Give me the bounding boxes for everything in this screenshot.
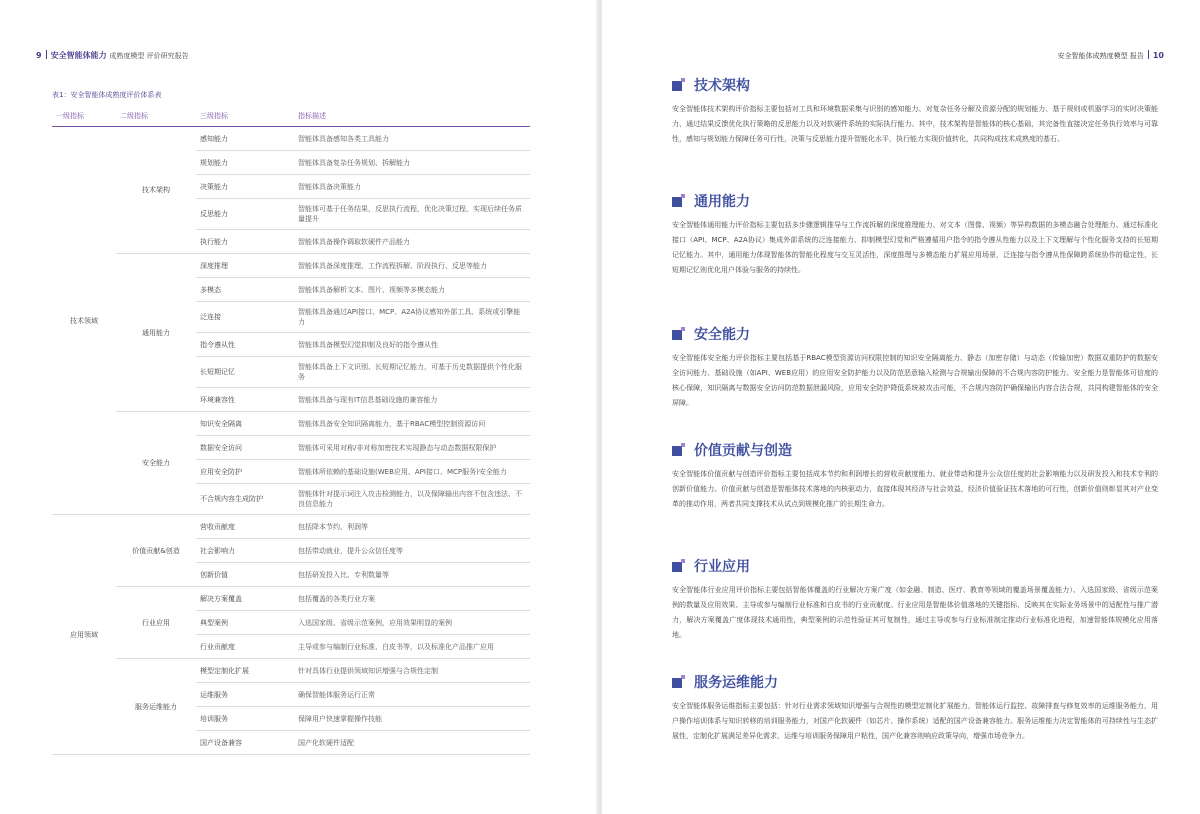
description-cell: 智能体可采用对称/非对称加密技术实现静态与动态数据权限保护 [294,436,530,460]
table-row [52,515,530,539]
description-cell: 智能体具备与现有IT信息基础设施的兼容能力 [294,388,530,412]
description-cell: 针对具体行业提供领域知识增强与合规性定制 [294,659,530,683]
description-cell: 智能体具备深度推理、工作流程拆解、阶段执行、反思等能力 [294,254,530,278]
level3-cell: 规划能力 [196,151,294,175]
level3-cell: 模型定制化扩展 [196,659,294,683]
section-heading [672,439,1158,461]
section-body: 安全智能体技术架构评价指标主要包括对工具和环境数据采集与识别的感知能力、对复杂任务分解及资源分配的规划能力、基于规则或机器学习的实时决策能力、通过结果反馈优化执行策略的反思能力以及对软硬件系统的实际执行能力。其中，技术架构是智能体的核心基础，其完备性直接决定任务执行效率与可靠性，感知与规划能力保障任务可行性，决策与反思能力提升智能化水平，执行能力实现价值转化，共同构成技术成熟度的基石。 [672,105,1158,143]
square-bullet-icon [672,194,686,208]
level3-cell: 深度推理 [196,254,294,278]
level3-cell: 决策能力 [196,175,294,199]
description-cell: 包括覆盖的各类行业方案 [294,587,530,611]
level3-cell: 长短期记忆 [196,357,294,388]
section-body: 安全智能体行业应用评价指标主要包括智能体覆盖的行业解决方案广度（如金融、制造、医疗、教育等领域的覆盖场景覆盖能力）、入选国家级、省级示范案例的数量及应用效果、主导或参与编制行业标准和白皮书的行业贡献度。行业应用是智能体价值落地的关键指标，反映其在实际业务场景中的适配性与推广潜力，解决方案覆盖广度体现技术通用性，典型案例的示范性验证其可复制性，通过主导或参与行业标准制定推动行业标准化进程，加速智能体规模化应用落地。 [672,586,1158,639]
table-caption: 表1：安全智能体成熟度评价体系表 [52,91,162,99]
table-row [52,254,530,278]
level2-cell: 技术架构 [116,127,196,254]
section-body: 安全智能体服务运维指标主要包括：针对行业需求领域知识增强与合规性的模型定制化扩展能力，智能体运行监控、故障排查与修复效率的运维服务能力，用户操作培训体系与知识转移的培训服务能力，对国产化软硬件（如芯片、操作系统）适配的国产设备兼容能力。服务运维能力决定智能体的可持续性与生态扩展性，定制化扩展满足差异化需求，运维与培训服务保障用户粘性，国产化兼容则响应政策导向，增强市场竞争力。 [672,702,1158,740]
table-row [52,587,530,611]
section-title: 服务运维能力 [694,675,778,691]
description-cell: 智能体具备感知各类工具能力 [294,127,530,151]
level3-cell: 不合规内容生成防护 [196,484,294,515]
section-heading [672,190,1158,212]
description-cell: 智能体针对提示词注入攻击检测能力，以及保障输出内容不包含违法、不良信息能力 [294,484,530,515]
level2-cell: 服务运维能力 [116,659,196,755]
level3-cell: 培训服务 [196,707,294,731]
header-separator [1148,50,1149,59]
table-row [52,412,530,436]
description-cell: 国产化软硬件适配 [294,731,530,755]
description-cell: 包括研发投入比、专利数量等 [294,563,530,587]
description-cell: 智能体具备安全知识隔离能力，基于RBAC模型控制资源访问 [294,412,530,436]
level3-cell: 社会影响力 [196,539,294,563]
section-value-contribution [672,439,1158,512]
left-running-header [36,50,189,61]
square-bullet-icon [672,559,686,573]
level3-cell: 数据安全访问 [196,436,294,460]
section-industry-application [672,555,1158,643]
square-bullet-icon [672,78,686,92]
header-description: 指标描述 [294,106,530,127]
level3-cell: 典型案例 [196,611,294,635]
level3-cell: 执行能力 [196,230,294,254]
description-cell: 智能体具备解析文本、图片、视频等多模态能力 [294,278,530,302]
description-cell: 智能体具备操作调取软硬件产品能力 [294,230,530,254]
level3-cell: 创新价值 [196,563,294,587]
square-bullet-icon [672,675,686,689]
level1-cell: 技术领域 [52,127,116,515]
right-page-number: 10 [1152,51,1164,60]
section-heading [672,74,1158,96]
right-header-title: 安全智能体成熟度模型 报告 [1057,52,1144,60]
level3-cell: 反思能力 [196,199,294,230]
left-header-subtitle: 成熟度模型 评价研究报告 [109,52,189,60]
level2-cell: 行业应用 [116,587,196,659]
level3-cell: 环境兼容性 [196,388,294,412]
square-bullet-icon [672,443,686,457]
description-cell: 包括带动就业，提升公众信任度等 [294,539,530,563]
section-body: 安全智能体通用能力评价指标主要包括多步骤逻辑推导与工作流拆解的深度推理能力、对文本（图像、视频）等异构数据的多模态融合处理能力、通过标准化接口（API、MCP、A2A协议）集成外部系统的泛连接能力、抑制模型幻觉和严格遵循用户指令的指令遵从性能力以及上下文理解与个性化服务支持的长短期记忆能力。其中，通用能力体现智能体的智能化程度与交互灵活性，深度推理与多模态能力扩展应用场景，泛连接与指令遵从性保障跨系统协作的稳定性，长短期记忆则优化用户体验与服务的持续性。 [672,221,1158,274]
description-cell: 智能体具备决策能力 [294,175,530,199]
left-header-title: 安全智能体能力 [50,51,107,60]
level2-cell: 通用能力 [116,254,196,412]
section-body: 安全智能体安全能力评价指标主要包括基于RBAC模型资源访问权限控制的知识安全隔离能力、静态（加密存储）与动态（传输加密）数据双重防护的数据安全访问能力、基础设施（如API、WEB应用）的应用安全防护能力以及防范恶意输入检测与合规输出保障的不合规内容防护能力。安全能力是智能体可信度的核心保障，知识隔离与数据安全访问防范数据泄漏风险，应用安全防护降低系统被攻击可能，不合规内容防护确保输出内容合法合规，共同构建智能体的安全屏障。 [672,354,1158,407]
section-heading [672,555,1158,577]
section-heading [672,671,1158,693]
section-service-operations [672,671,1158,744]
description-cell: 入选国家级、省级示范案例，应用效果明显的案例 [294,611,530,635]
level2-cell: 价值贡献&创造 [116,515,196,587]
description-cell: 智能体具备模型幻觉抑制及良好的指令遵从性 [294,333,530,357]
description-cell: 主导或参与编制行业标准、白皮书等，以及标准化产品推广应用 [294,635,530,659]
description-cell: 包括降本节约、利润等 [294,515,530,539]
section-tech-architecture [672,74,1158,147]
description-cell: 保障用户快速掌握操作技能 [294,707,530,731]
section-heading [672,323,1158,345]
section-title: 行业应用 [694,559,750,575]
header-level1: 一级指标 [52,106,116,127]
description-cell: 智能体所依赖的基础设施(WEB应用、API接口、MCP服务)安全能力 [294,460,530,484]
header-level2: 二级指标 [116,106,196,127]
table-row [52,127,530,151]
section-title: 通用能力 [694,194,750,210]
level3-cell: 泛连接 [196,302,294,333]
level3-cell: 国产设备兼容 [196,731,294,755]
level3-cell: 营收贡献度 [196,515,294,539]
left-page-number: 9 [36,51,42,60]
level3-cell: 多模态 [196,278,294,302]
table-row [52,659,530,683]
header-level3: 三级指标 [196,106,294,127]
right-page [602,0,1200,814]
section-general-capability [672,190,1158,278]
section-title: 价值贡献与创造 [694,443,792,459]
level3-cell: 行业贡献度 [196,635,294,659]
level2-cell: 安全能力 [116,412,196,515]
level3-cell: 应用安全防护 [196,460,294,484]
level1-cell: 应用领域 [52,515,116,755]
description-cell: 智能体可基于任务结果，反思执行流程，优化决策过程，实现后续任务质量提升 [294,199,530,230]
level3-cell: 解决方案覆盖 [196,587,294,611]
description-cell: 智能体具备复杂任务规划、拆解能力 [294,151,530,175]
description-cell: 智能体具备上下文识别、长短期记忆能力，可基于历史数据提供个性化服务 [294,357,530,388]
section-title: 安全能力 [694,327,750,343]
section-title: 技术架构 [694,78,750,94]
header-separator [46,50,47,59]
left-page [0,0,598,814]
level3-cell: 指令遵从性 [196,333,294,357]
level3-cell: 运维服务 [196,683,294,707]
evaluation-index-table [52,106,530,755]
description-cell: 确保智能体服务运行正常 [294,683,530,707]
table-header-row [52,106,530,127]
level3-cell: 知识安全隔离 [196,412,294,436]
description-cell: 智能体具备通过API接口、MCP、A2A协议感知外部工具、系统或引擎能力 [294,302,530,333]
section-body: 安全智能体价值贡献与创造评价指标主要包括成本节约和利润增长的营收贡献度能力、就业带动和提升公众信任度的社会影响能力以及研发投入和技术专利的创新价值能力。价值贡献与创造是智能体技术落地的内核驱动力，直接体现其经济与社会效益，经济价值验证技术落地的可行性，创新价值则彰显其对产业变革的推动作用，两者共同支撑技术从试点到规模化推广的长期生命力。 [672,470,1158,508]
right-running-header [1058,50,1164,61]
level3-cell: 感知能力 [196,127,294,151]
square-bullet-icon [672,327,686,341]
section-security-capability [672,323,1158,411]
